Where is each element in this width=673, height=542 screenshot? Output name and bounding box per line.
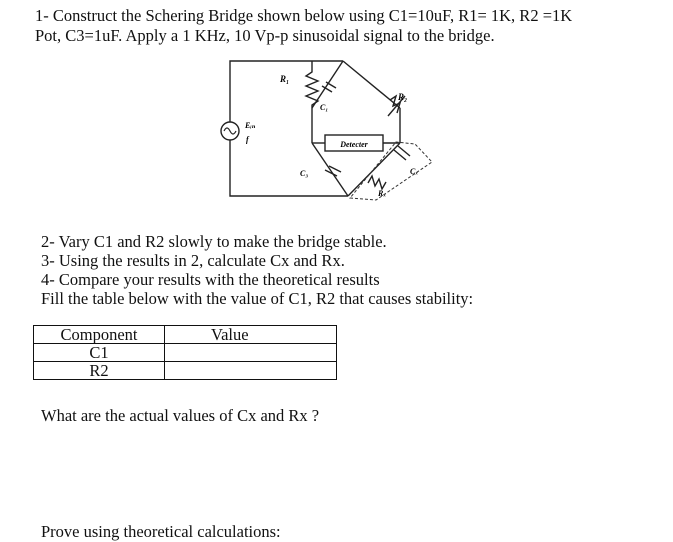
row-c1-value[interactable] bbox=[165, 344, 337, 362]
label-cx: Cₓ bbox=[410, 167, 419, 176]
table-row bbox=[34, 362, 337, 380]
wire-top-left bbox=[230, 61, 288, 122]
wire-top-right bbox=[343, 61, 400, 108]
schering-bridge-diagram bbox=[200, 48, 450, 218]
label-c3: C₃ bbox=[300, 169, 309, 178]
label-c1: C₁ bbox=[320, 103, 329, 112]
step-4: 4- Compare your results with the theoretical results bbox=[41, 270, 380, 289]
label-r2: R₂ bbox=[398, 92, 408, 102]
wire-c1 bbox=[312, 61, 343, 108]
row-c1-component: C1 bbox=[34, 344, 165, 362]
label-detector: Detecter bbox=[340, 140, 368, 149]
step-3: 3- Using the results in 2, calculate Cx and Rx. bbox=[41, 251, 345, 270]
label-f: f bbox=[246, 135, 249, 144]
prove-question: Prove using theoretical calculations: bbox=[41, 522, 281, 541]
label-rx: Rₓ bbox=[378, 189, 387, 198]
step-2: 2- Vary C1 and R2 slowly to make the bridge stable. bbox=[41, 232, 387, 251]
header-component: Component bbox=[34, 326, 165, 344]
actual-values-question: What are the actual values of Cx and Rx ? bbox=[41, 406, 320, 425]
wire-bottom-left bbox=[230, 140, 303, 196]
header-value: Value bbox=[165, 326, 337, 344]
label-ein: Eᵢₙ bbox=[245, 121, 256, 130]
stability-table bbox=[33, 325, 337, 380]
fill-table-instruction: Fill the table below with the value of C1, R2 that causes stability: bbox=[41, 289, 474, 308]
row-r2-component: R2 bbox=[34, 362, 165, 380]
table-header-row bbox=[34, 326, 337, 344]
rx-resistor bbox=[368, 176, 386, 189]
row-r2-value[interactable] bbox=[165, 362, 337, 380]
step-1-line-2: Pot, C3=1uF. Apply a 1 KHz, 10 Vp-p sinusoidal signal to the bridge. bbox=[35, 26, 495, 45]
table-row bbox=[34, 344, 337, 362]
step-1-line-1: 1- Construct the Schering Bridge shown below using C1=10uF, R1= 1K, R2 =1K bbox=[35, 6, 573, 25]
label-r1: R₁ bbox=[280, 74, 290, 84]
